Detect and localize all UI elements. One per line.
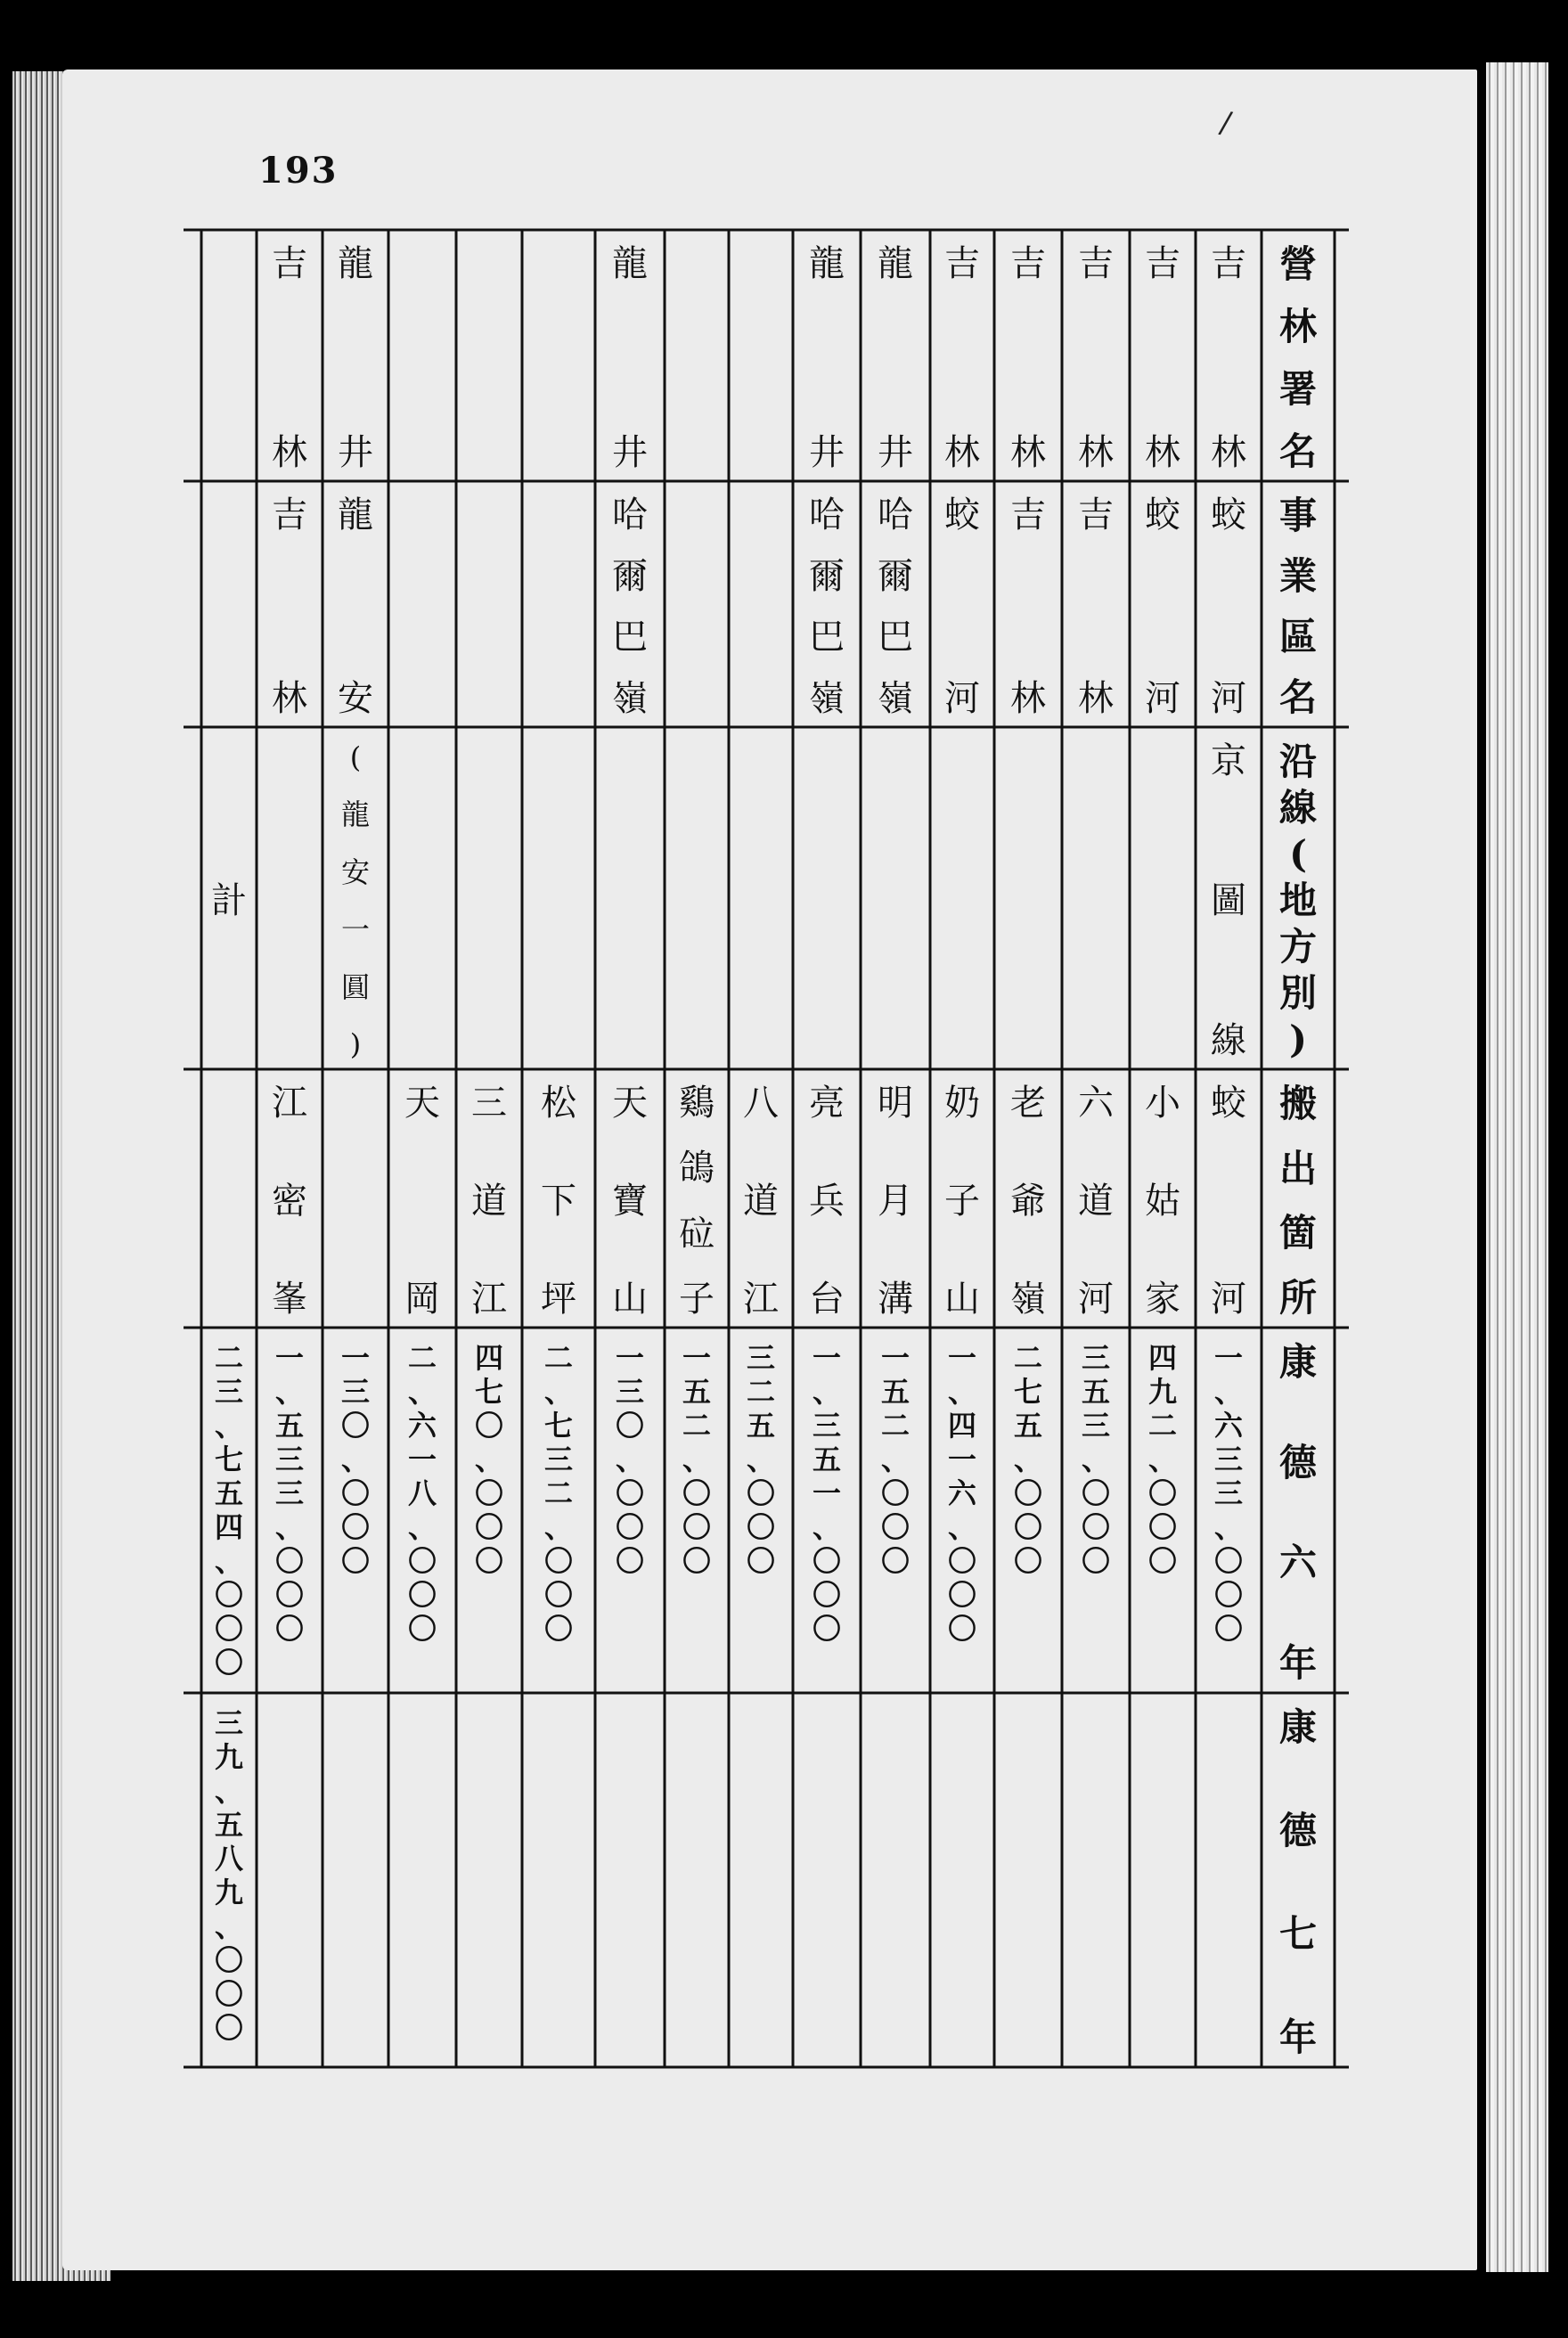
column-header-office: 營 林 署 名 bbox=[1278, 242, 1317, 473]
column-header-line: 沿 線 ( 地 方 別 ) bbox=[1278, 740, 1317, 1061]
cell-year6: 四 九 二 、 〇 〇 〇 bbox=[1147, 1341, 1177, 1578]
cell-site: 八 道 江 bbox=[743, 1083, 779, 1320]
page-number: 193 bbox=[258, 150, 339, 192]
cell-site: 明 月 溝 bbox=[878, 1083, 913, 1320]
cell-year6: 一 三 〇 、 〇 〇 〇 bbox=[615, 1341, 644, 1578]
cell-office: 龍 井 bbox=[878, 243, 913, 473]
cell-line: ( 龍 安 一 圓 ) bbox=[340, 740, 370, 1061]
cell-site: 天 寶 山 bbox=[612, 1083, 648, 1320]
cell-site: 鷄 鴿 砬 子 bbox=[679, 1083, 715, 1320]
cell-office: 吉 林 bbox=[1078, 243, 1114, 473]
total-label: 計 bbox=[211, 880, 247, 921]
cell-office: 吉 林 bbox=[272, 243, 307, 473]
cell-district: 蛟 河 bbox=[944, 495, 980, 719]
cell-office: 吉 林 bbox=[1010, 243, 1046, 473]
cell-year6: 一 、 三 五 一 、 〇 〇 〇 bbox=[812, 1341, 841, 1646]
cell-year6: 一 、 四 一 六 、 〇 〇 〇 bbox=[947, 1341, 976, 1646]
cell-year6: 一 五 二 、 〇 〇 〇 bbox=[880, 1341, 910, 1578]
cell-district: 蛟 河 bbox=[1211, 495, 1246, 719]
cell-district: 吉 林 bbox=[1078, 495, 1114, 719]
cell-year6: 一 、 五 三 三 、 〇 〇 〇 bbox=[274, 1341, 304, 1646]
total-year7: 三 九 、 五 八 九 、 〇 〇 〇 bbox=[214, 1706, 243, 2045]
cell-year6: 三 二 五 、 〇 〇 〇 bbox=[746, 1341, 775, 1578]
cell-year6: 二 、 六 一 八 、 〇 〇 〇 bbox=[407, 1341, 437, 1646]
cell-district: 吉 林 bbox=[272, 495, 307, 719]
cell-site: 奶 子 山 bbox=[944, 1083, 980, 1320]
cell-office: 龍 井 bbox=[338, 243, 373, 473]
cell-year6: 三 五 三 、 〇 〇 〇 bbox=[1081, 1341, 1110, 1578]
cell-site: 江 密 峯 bbox=[272, 1083, 307, 1320]
cell-site: 亮 兵 台 bbox=[809, 1083, 845, 1320]
cell-site: 松 下 坪 bbox=[541, 1083, 576, 1320]
cell-office: 吉 林 bbox=[944, 243, 980, 473]
cell-line: 京 圖 線 bbox=[1211, 740, 1246, 1061]
cell-year6: 一 三 〇 、 〇 〇 〇 bbox=[340, 1341, 370, 1578]
cell-district: 哈 爾 巴 嶺 bbox=[612, 495, 648, 719]
cell-district: 蛟 河 bbox=[1145, 495, 1180, 719]
cell-site: 六 道 河 bbox=[1078, 1083, 1114, 1320]
column-header-year6: 康 德 六 年 bbox=[1278, 1340, 1317, 1685]
cell-year6: 四 七 〇 、 〇 〇 〇 bbox=[474, 1341, 503, 1578]
cell-office: 吉 林 bbox=[1145, 243, 1180, 473]
column-header-site: 搬 出 箇 所 bbox=[1278, 1082, 1317, 1320]
cell-district: 龍 安 bbox=[338, 495, 373, 719]
cell-district: 哈 爾 巴 嶺 bbox=[809, 495, 845, 719]
cell-year6: 二 七 五 、 〇 〇 〇 bbox=[1013, 1341, 1042, 1578]
cell-site: 小 姑 家 bbox=[1145, 1083, 1180, 1320]
cell-year6: 一 、 六 三 三 、 〇 〇 〇 bbox=[1213, 1341, 1243, 1646]
total-year6: 二 三 、 七 五 四 、 〇 〇 〇 bbox=[214, 1341, 243, 1680]
cell-site: 天 岡 bbox=[404, 1083, 440, 1320]
cell-site: 三 道 江 bbox=[471, 1083, 507, 1320]
column-header-year7: 康 德 七 年 bbox=[1278, 1705, 1317, 2059]
cell-site: 老 爺 嶺 bbox=[1010, 1083, 1046, 1320]
cell-year6: 一 五 二 、 〇 〇 〇 bbox=[682, 1341, 711, 1578]
column-header-district: 事 業 區 名 bbox=[1278, 494, 1317, 719]
cell-office: 龍 井 bbox=[612, 243, 648, 473]
cell-year6: 二 、 七 三 二 、 〇 〇 〇 bbox=[543, 1341, 573, 1646]
cell-site: 蛟 河 bbox=[1211, 1083, 1246, 1320]
cell-district: 哈 爾 巴 嶺 bbox=[878, 495, 913, 719]
margin-mark: / bbox=[1216, 104, 1235, 142]
cell-office: 吉 林 bbox=[1211, 243, 1246, 473]
cell-office: 龍 井 bbox=[809, 243, 845, 473]
cell-district: 吉 林 bbox=[1010, 495, 1046, 719]
